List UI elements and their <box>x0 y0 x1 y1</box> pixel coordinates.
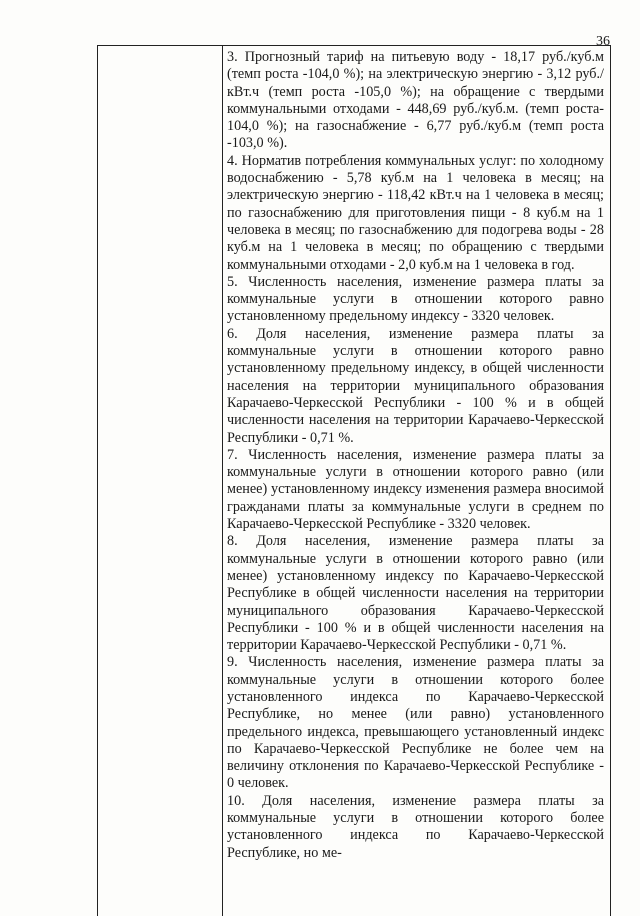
paragraph-population-equal-or-less: 7. Численность населения, изменение размера платы за коммунальные услуги в отношении которого равно (или менее) установленному индексу изменения размера вносимой гражданами платы за коммунальные услуги в среднем по Карачаево-Черкесской Республике - 3320 человек. <box>227 446 604 533</box>
paragraph-tariff-forecast: 3. Прогнозный тариф на питьевую воду - 18,17 руб./куб.м (темп роста -104,0 %); на электрическую энергию - 3,12 руб./кВт.ч (темп роста -105,0 %); на обращение с твердыми коммунальными отходами - 448,69 руб./куб.м. (темп роста- 104,0 %); на газоснабжение - 6,77 руб./куб.м (темп роста -103,0 %). <box>227 49 604 152</box>
table-right-column <box>227 49 604 862</box>
table-left-column <box>98 46 223 916</box>
paragraph-population-equal-limit: 5. Численность населения, изменение размера платы за коммунальные услуги в отношении которого равно установленному предельному индексу - 3320 человек. <box>227 273 604 325</box>
paragraph-share-equal-limit: 6. Доля населения, изменение размера платы за коммунальные услуги в отношении которого равно установленному предельному индексу, в общей численности населения на территории муниципального образования Карачаево-Черкесской Республики - 100 % и в общей численности населения на территории Карачаево-Черкесской Республики - 0,71 %. <box>227 325 604 446</box>
document-table <box>97 45 611 916</box>
paragraph-consumption-norm: 4. Норматив потребления коммунальных услуг: по холодному водоснабжению - 5,78 куб.м на 1 человека в месяц; на электрическую энергию - 118,42 кВт.ч на 1 человека в месяц; по газоснабжению для приготовления пищи - 8 куб.м на 1 человека в месяц; по газоснабжению для подогрева воды - 28 куб.м на 1 человека в месяц; по обращению с твердыми коммунальными отходами - 2,0 куб.м на 1 человека в год. <box>227 152 604 273</box>
paragraph-share-equal-or-less: 8. Доля населения, изменение размера платы за коммунальные услуги в отношении которого равно (или менее) установленному индексу по Карачаево-Черкесской Республике в общей численности населения на территории муниципального образования Карачаево-Черкесской Республики - 100 % и в общей численности населения на территории Карачаево-Черкесской Республики - 0,71 %. <box>227 533 604 654</box>
page-number: 36 <box>596 34 610 49</box>
paragraph-population-above-index: 9. Численность населения, изменение размера платы за коммунальные услуги в отношении которого более установленного индекса по Карачаево-Черкесской Республике, но менее (или равно) установленного предельного индекса, превышающего установленный индекс по Карачаево-Черкесской Республике не более чем на величину отклонения по Карачаево-Черкесской Республике - 0 человек. <box>227 654 604 792</box>
paragraph-share-above-index: 10. Доля населения, изменение размера платы за коммунальные услуги в отношении которого более установленного индекса по Карачаево-Черкесской Республике, но ме- <box>227 792 604 861</box>
